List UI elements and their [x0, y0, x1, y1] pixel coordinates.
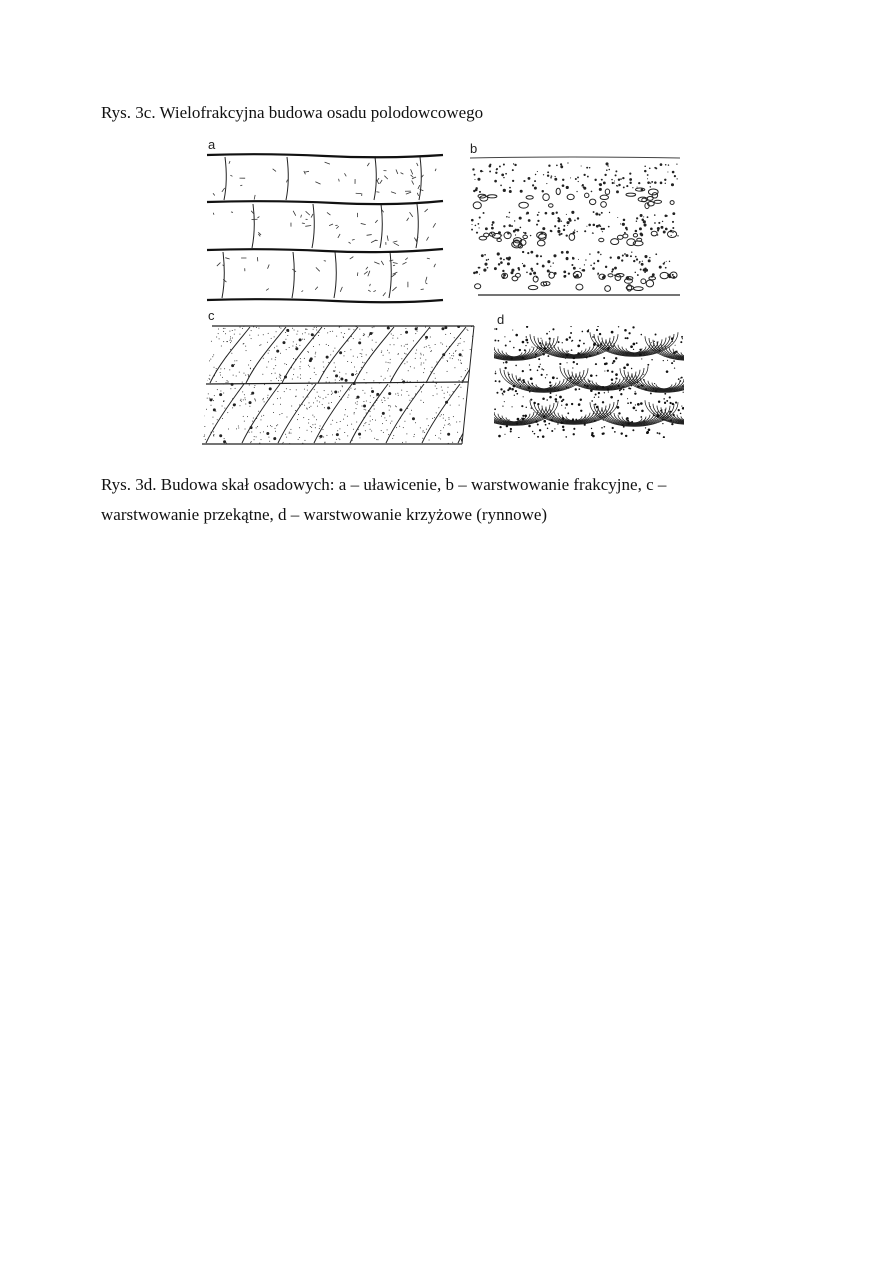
panel-b-graded-bedding-drawing	[470, 155, 682, 297]
figure-3c-caption: Rys. 3c. Wielofrakcyjna budowa osadu polodowcowego	[101, 103, 484, 122]
panel-a-bedding-drawing	[205, 150, 445, 305]
panel-a-label: a	[208, 137, 216, 152]
panel-c-cross-bedding-drawing	[200, 322, 478, 448]
panel-d-label: d	[497, 312, 505, 327]
panel-b-label: b	[470, 141, 478, 156]
panel-c-label: c	[208, 308, 215, 323]
panel-d-trough-cross-bedding-drawing	[494, 326, 684, 438]
figure-3d-caption: Rys. 3d. Budowa skał osadowych: a – uławicenie, b – warstwowanie frakcyjne, c – warstwowanie przekątne, d – warstwowanie krzyżowe (rynnowe)	[101, 475, 667, 524]
